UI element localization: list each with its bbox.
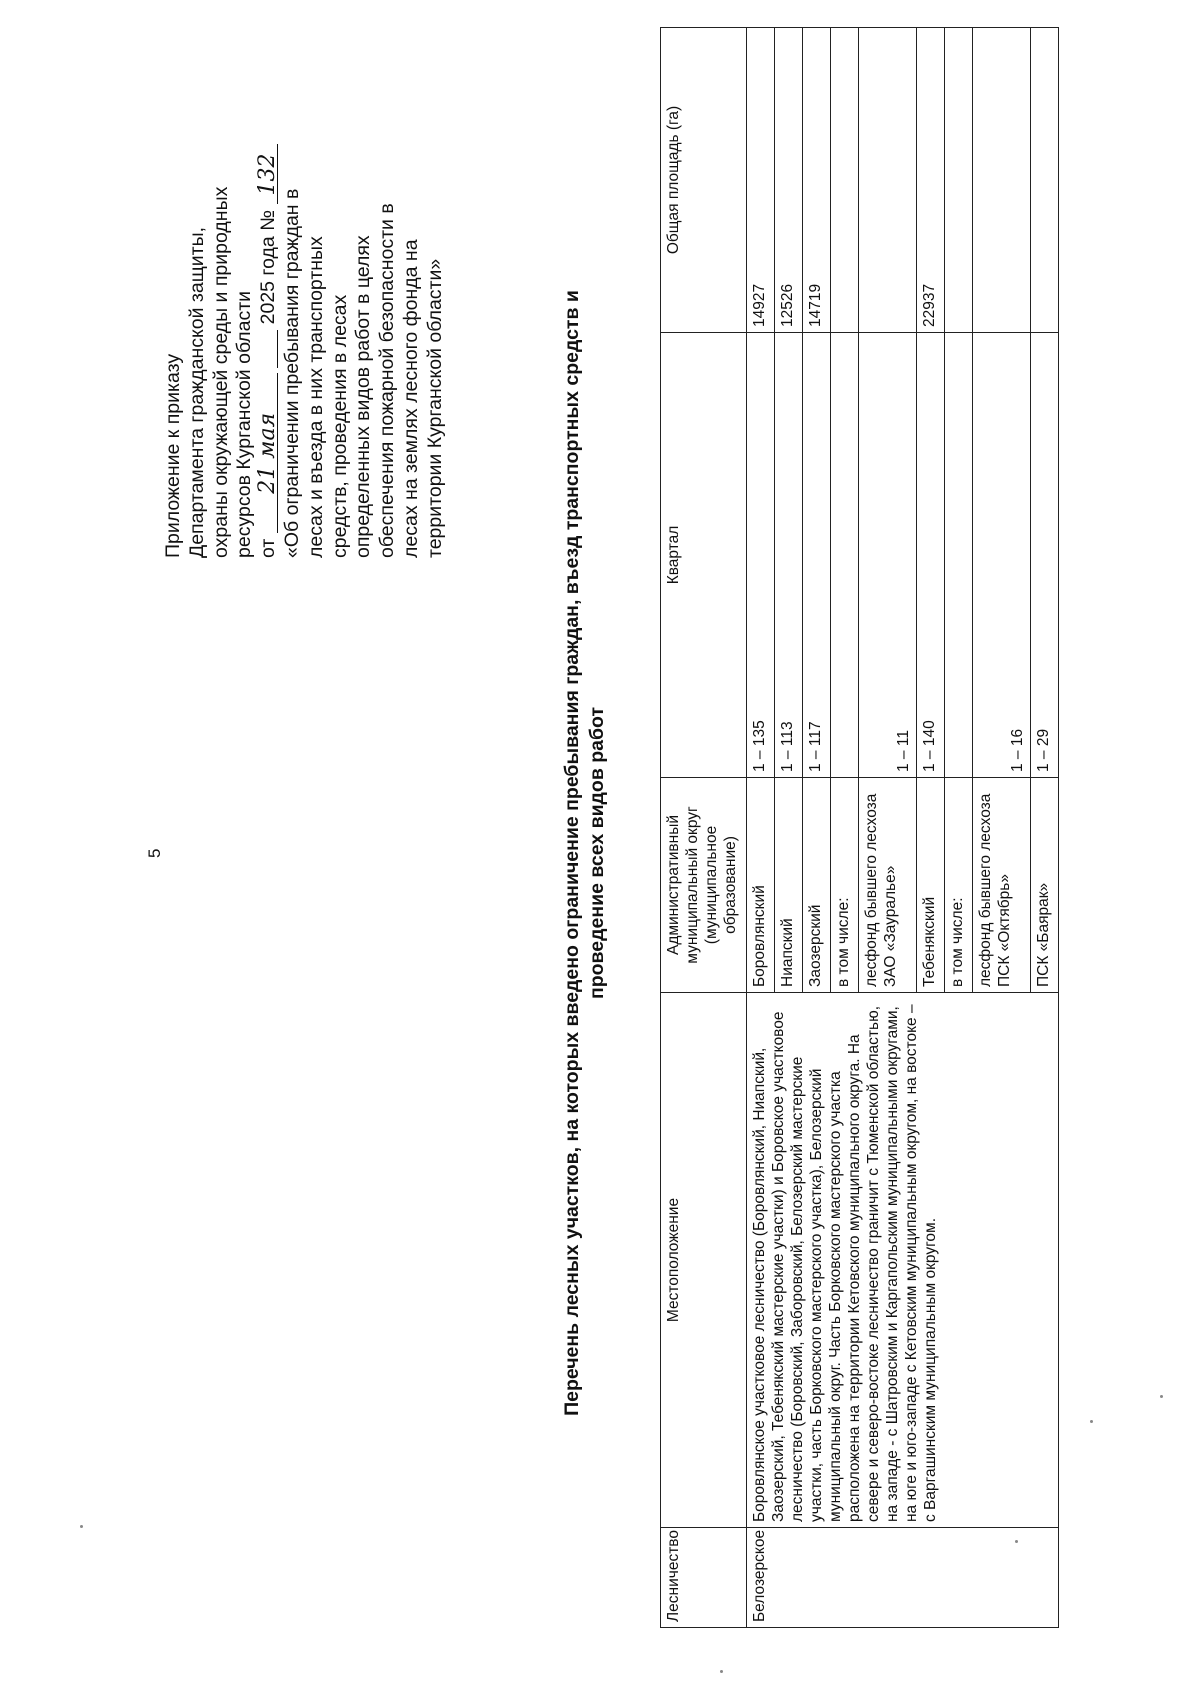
- appendix-title-line: определенных видов работ в целях: [352, 235, 375, 558]
- appendix-line: Приложение к приказу: [162, 353, 184, 558]
- cell-area: 14719: [803, 28, 831, 333]
- document-heading: [560, 128, 610, 1578]
- appendix-block: [162, 38, 448, 558]
- appendix-title-line: лесах на землях лесного фонда на: [399, 239, 422, 558]
- header-location: Местоположение: [661, 993, 747, 1528]
- forest-plots-table: [660, 27, 1059, 1628]
- cell-district: Боровлянский: [747, 778, 775, 993]
- table-row: [747, 28, 775, 1628]
- scan-speck: [720, 1670, 723, 1673]
- heading-line: проведение всех видов работ: [586, 706, 608, 1000]
- header-area: Общая площадь (га): [661, 28, 747, 333]
- date-prefix: от: [257, 538, 280, 558]
- table-header-row: [661, 28, 747, 1628]
- date-year: 2025 года №: [257, 209, 280, 325]
- cell-quarter: 1 – 16: [973, 333, 1031, 778]
- header-forestry: Лесничество: [661, 1528, 747, 1628]
- handwritten-order-number: 132: [259, 144, 278, 204]
- cell-district: ПСК «Баярак»: [1031, 778, 1059, 993]
- cell-quarter: 1 – 135: [747, 333, 775, 778]
- cell-quarter: [831, 333, 859, 778]
- appendix-title-line: обеспечения пожарной безопасности в: [376, 203, 399, 558]
- cell-area: 22937: [917, 28, 945, 333]
- handwritten-date: 21 мая: [259, 373, 278, 533]
- cell-area: [1031, 28, 1059, 333]
- cell-area: [859, 28, 917, 333]
- appendix-title-line: территории Курганской области»: [423, 258, 446, 558]
- cell-quarter: 1 – 29: [1031, 333, 1059, 778]
- appendix-line: ресурсов Курганской области: [233, 290, 256, 558]
- cell-district: Тебенякский: [917, 778, 945, 993]
- page-number: 5: [145, 848, 164, 858]
- appendix-date-line: [257, 38, 281, 558]
- cell-quarter: 1 – 117: [803, 333, 831, 778]
- scan-speck: [1090, 1420, 1093, 1423]
- cell-district: в том числе:: [831, 778, 859, 993]
- appendix-title-line: «Об ограничении пребывания граждан в: [280, 188, 303, 558]
- appendix-line: охраны окружающей среды и природных: [209, 186, 232, 558]
- cell-area: [945, 28, 973, 333]
- appendix-line: Департамента гражданской защиты,: [185, 226, 208, 558]
- cell-quarter: [945, 333, 973, 778]
- cell-district: Заозерский: [803, 778, 831, 993]
- cell-location: Боровлянское участковое лесничество (Боровлянский, Ниапский, Заозерский, Тебенякский мастерские участки) и Боровское участковое лесничество (Боровский, Заборовский, Белозерский мастерские участки, часть Борковского мастерского участка), Белозерский муниципальный округ. Часть Борковского мастерского участка расположена на территории Кетовского муниципального округа. На севере и северо-востоке лесничество граничит с Тюменской областью, на западе - с Шатровским и Каргапольским муниципальными округами, на юге и юго-западе с Кетовским муниципальным округом, на востоке – с Варгашинским муниципальным округом.: [747, 993, 1059, 1528]
- cell-area: 14927: [747, 28, 775, 333]
- cell-quarter: 1 – 113: [775, 333, 803, 778]
- scan-speck: [1160, 1395, 1163, 1398]
- appendix-title-line: лесах и въезда в них транспортных: [304, 236, 327, 558]
- cell-district: лесфонд бывшего лесхоза ПСК «Октябрь»: [973, 778, 1031, 993]
- header-district: Административный муниципальный округ (муниципальное образование): [661, 778, 747, 993]
- cell-quarter: 1 – 11: [859, 333, 917, 778]
- cell-district: в том числе:: [945, 778, 973, 993]
- cell-forestry: Белозерское: [747, 1528, 1059, 1628]
- heading-line: Перечень лесных участков, на которых введено ограничение пребывания граждан, въезд транспортных средств и: [561, 290, 583, 1416]
- scan-speck: [1015, 1540, 1018, 1543]
- cell-area: 12526: [775, 28, 803, 333]
- header-quarter: Квартал: [661, 333, 747, 778]
- cell-district: лесфонд бывшего лесхоза ЗАО «Зауралье»: [859, 778, 917, 993]
- cell-quarter: 1 – 140: [917, 333, 945, 778]
- cell-area: [973, 28, 1031, 333]
- appendix-title-line: средств, проведения в лесах: [328, 294, 351, 558]
- cell-area: [831, 28, 859, 333]
- scan-speck: [80, 1525, 83, 1528]
- date-blank-line: [259, 330, 278, 368]
- cell-district: Ниапский: [775, 778, 803, 993]
